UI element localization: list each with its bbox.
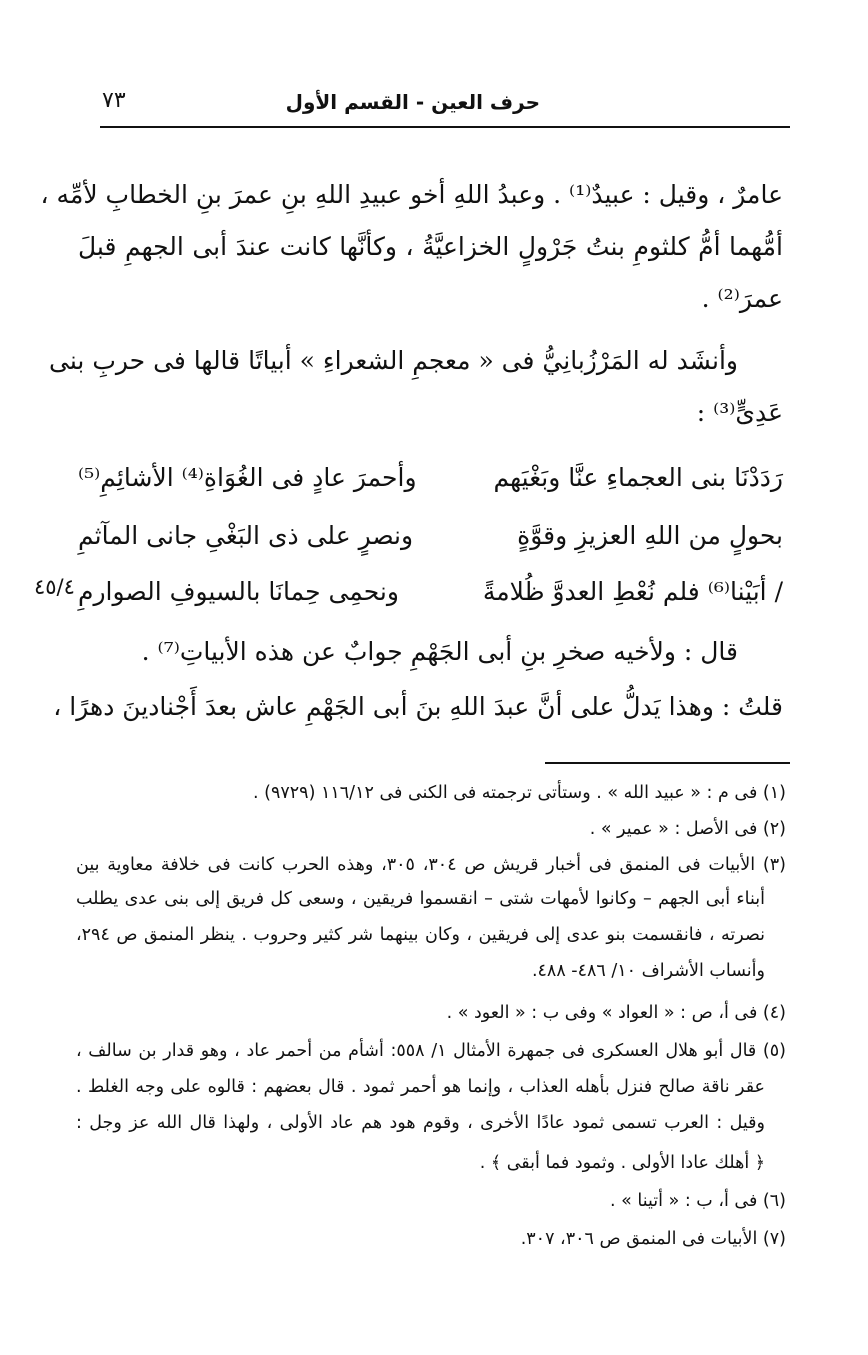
verse-3-second-hemistich: ونحمِى حِمانَا بالسيوفِ الصوارمِ (78, 577, 399, 606)
footnote-7: (٧) الأبيات فى المنمق ص ٣٠٦، ٣٠٧. (520, 1229, 786, 1249)
footnote-3-line-2: أبناء أبى الجهم – وكانوا لأمهات شتى – انقسموا فريقين ، وسعى كل فريق إلى بنى عدى يطلب (76, 889, 765, 909)
verse-2-second-hemistich: ونصرٍ على ذى البَغْىِ جانى المآثمِ (78, 521, 414, 550)
body-line-5: عَدِىٍّ⁽³⁾ : (696, 398, 783, 427)
footnote-4: (٤) فى أ، ص : « العواد » وفى ب : « العود » . (446, 1003, 786, 1023)
body-line-2: أمُّهما أمُّ كلثومِ بنتُ جَرْولٍ الخزاعيَّةُ ، وكأنَّها كانت عندَ أبى الجهمِ قبلَ (78, 232, 783, 261)
footnote-1: (١) فى م : « عبيد الله » . وستأتى ترجمته فى الكنى فى ١١٦/١٢ (٩٧٢٩) . (253, 783, 786, 803)
body-line-3: عمرَ⁽²⁾ . (701, 284, 783, 313)
footnote-5-line-2: عقر ناقة صالح فنزل بأهله العذاب ، وإنما هو أحمر ثمود . قال بعضهم : قالوه على وجه الغلط . (76, 1077, 765, 1097)
footnote-3-line-3: نصرته ، فانقسمت بنو عدى إلى فريقين ، وكان بينهما شر كثير وحروب . ينظر المنمق ص ٢٩٤، (76, 925, 765, 945)
verse-1 (78, 458, 783, 498)
body-line-6: قال : ولأخيه صخرِ بنِ أبى الجَهْمِ جوابٌ عن هذه الأبياتِ⁽⁷⁾ . (141, 637, 738, 666)
footnote-2: (٢) فى الأصل : « عمير » . (589, 819, 786, 839)
page-number: ٧٣ (102, 88, 126, 113)
running-title: حرف العين - القسم الأول (285, 90, 540, 114)
body-line-7: قلتُ : وهذا يَدلُّ على أنَّ عبدَ اللهِ بنَ أبى الجَهْمِ عاش بعدَ أَجْنادينَ دهرًا ، (53, 692, 783, 721)
footnote-5-line-3: وقيل : العرب تسمى ثمود عادًا الأخرى ، وقوم هود هم عاد الأولى ، ولهذا قال الله عز وجل : (76, 1113, 765, 1133)
verse-2-first-hemistich: بحولٍ من اللهِ العزيزِ وقوَّةٍ (517, 521, 783, 550)
page-header (100, 88, 790, 126)
header-rule (100, 126, 790, 128)
footnote-5-line-4: ﴿ أهلك عادا الأولى . وثمود فما أبقى ﴾ . (479, 1153, 765, 1173)
verse-2 (78, 516, 783, 556)
verse-3 (78, 572, 783, 612)
verse-1-second-hemistich: وأحمرَ عادٍ فى الغُوَاةِ⁽⁴⁾ الأشائِمِ⁽⁵⁾ (78, 463, 417, 492)
verse-1-first-hemistich: رَدَدْنَا بنى العجماءِ عنَّا وبَغْيَهم (493, 463, 783, 492)
footnote-3-line-1: (٣) الأبيات فى المنمق فى أخبار قريش ص ٣٠٤، ٣٠٥، وهذه الحرب كانت فى خلافة معاوية بين (76, 855, 786, 875)
body-line-1: عامرٌ ، وقيل : عبيدٌ⁽¹⁾ . وعبدُ اللهِ أخو عبيدِ اللهِ بنِ عمرَ بنِ الخطابِ لأمِّه ، (40, 180, 783, 209)
verse-3-first-hemistich: / أبَيْنا⁽⁶⁾ فلم نُعْطِ العدوَّ ظُلامةً (482, 577, 783, 606)
footnote-3-line-4: وأنساب الأشراف ١٠/ ٤٨٦- ٤٨٨. (531, 961, 765, 981)
footnote-rule (545, 762, 790, 764)
footnote-5-line-1: (٥) قال أبو هلال العسكرى فى جمهرة الأمثال ١/ ٥٥٨: أشأم من أحمر عاد ، وهو قدار بن سالف ، (76, 1041, 786, 1061)
margin-reference: ٤٥/٤ (34, 575, 75, 599)
body-line-4: وأنشَد له المَرْزُبانِيُّ فى « معجمِ الشعراءِ » أبياتًا قالها فى حربِ بنى (49, 346, 738, 375)
footnote-6: (٦) فى أ، ب : « أتينا » . (610, 1191, 786, 1211)
